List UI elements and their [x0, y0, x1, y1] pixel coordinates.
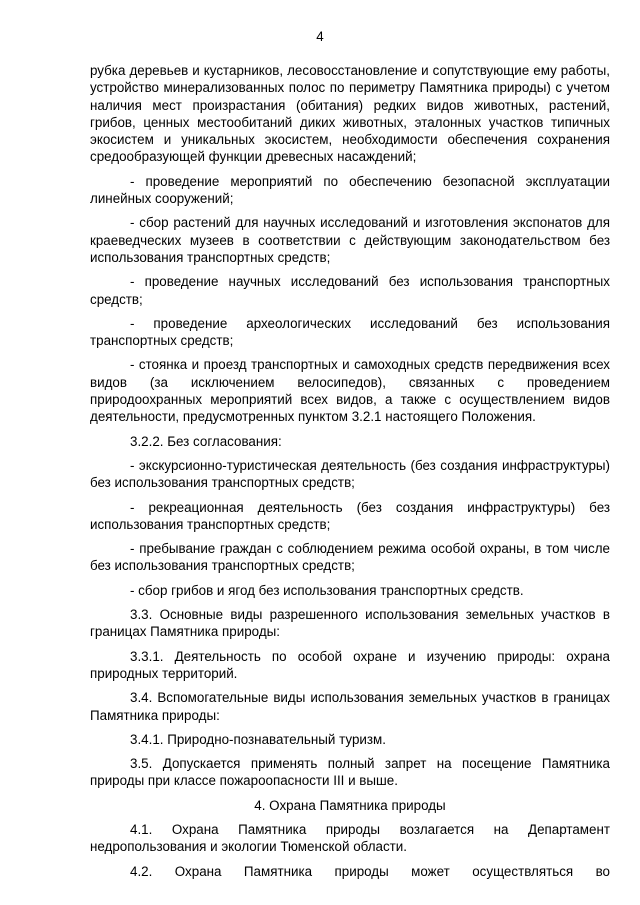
- clause-3-4-1: 3.4.1. Природно-познавательный туризм.: [130, 731, 386, 747]
- paragraph-continuation: рубка деревьев и кустарников, лесовосстановление и сопутствующие ему работы, устройство минерализованных полос по периметру Памятника природы) с учетом наличия мест произрастания (обитания) редких видов животных, растений, грибов, ценных местообитаний диких животных, эталонных участков типичных экосистем и уникальных экосистем, необходимости обеспечения сохранения средообразующей функции древесных насаждений;: [90, 63, 610, 165]
- document-body: [90, 62, 610, 887]
- list-item: - сбор грибов и ягод без использования транспортных средств.: [130, 582, 524, 598]
- list-item: - рекреационная деятельность (без создания инфраструктуры) без использования транспортных средств;: [90, 499, 610, 532]
- list-item: - пребывание граждан с соблюдением режима особой охраны, в том числе без использования транспортных средств;: [90, 541, 610, 574]
- list-item: - проведение научных исследований без использования транспортных средств;: [90, 274, 610, 307]
- clause-3-3-1: 3.3.1. Деятельность по особой охране и изучению природы: охрана природных территорий.: [90, 648, 610, 681]
- page-number: 4: [316, 29, 324, 44]
- clause-4-1: 4.1. Охрана Памятника природы возлагается на Департамент недропользования и экологии Тюменской области.: [90, 821, 610, 855]
- list-item: - сбор растений для научных исследований и изготовления экспонатов для краеведческих музеев в соответствии с действующим законодательством без использования транспортных средств;: [90, 215, 610, 265]
- clause-3-5: 3.5. Допускается применять полный запрет на посещение Памятника природы при классе пожароопасности III и выше.: [90, 756, 610, 789]
- clause-3-4: 3.4. Вспомогательные виды использования земельных участков в границах Памятника природы:: [90, 690, 610, 723]
- clause-4-2: 4.2. Охрана Памятника природы может осуществляться во: [130, 863, 610, 879]
- list-item: - проведение археологических исследований без использования транспортных средств;: [90, 315, 610, 349]
- list-item: - экскурсионно-туристическая деятельность (без создания инфраструктуры) без использования транспортных средств;: [90, 457, 610, 491]
- clause-3-3: 3.3. Основные виды разрешенного использования земельных участков в границах Памятника природы:: [90, 607, 610, 640]
- section-heading: 4. Охрана Памятника природы: [254, 797, 446, 813]
- clause-3-2-2: 3.2.2. Без согласования:: [130, 433, 282, 449]
- list-item: - проведение мероприятий по обеспечению безопасной эксплуатации линейных сооружений;: [90, 173, 610, 207]
- list-item: - стоянка и проезд транспортных и самоходных средств передвижения всех видов (за исключением велосипедов), связанных с проведением природоохранных мероприятий всех видов, а также с осуществлением видов деятельности, предусмотренных пунктом 3.2.1 настоящего Положения.: [90, 357, 610, 425]
